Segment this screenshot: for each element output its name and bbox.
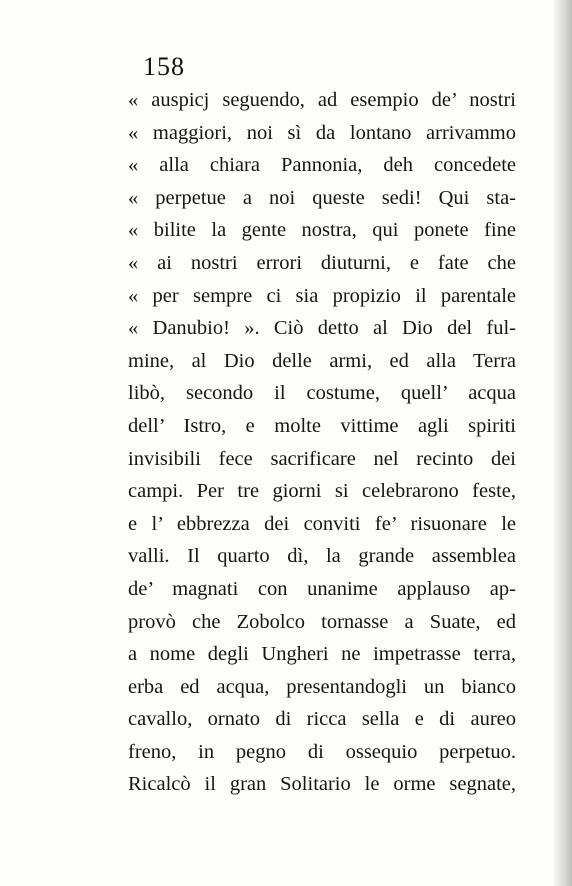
text-line: « perpetue a noi queste sedi! Qui sta- — [128, 186, 516, 209]
text-line: cavallo, ornato di ricca sella e di aureo — [128, 708, 516, 731]
page-edge-shadow — [554, 0, 572, 886]
text-line: provò che Zobolco tornasse a Suate, ed — [128, 610, 516, 633]
body-text — [128, 84, 516, 801]
text-line: a nome degli Ungheri ne impetrasse terra, — [128, 643, 516, 666]
text-line: libò, secondo il costume, quell’ acqua — [128, 382, 516, 405]
text-line: dell’ Istro, e molte vittime agli spiriti — [128, 414, 516, 437]
text-line: Ricalcò il gran Solitario le orme segnate, — [128, 773, 516, 796]
text-line: e l’ ebbrezza dei conviti fe’ risuonare le — [128, 512, 516, 535]
page-number: 158 — [143, 52, 185, 81]
text-line: « alla chiara Pannonia, deh concedete — [128, 154, 516, 177]
text-line: de’ magnati con unanime applauso ap- — [128, 577, 516, 600]
text-line: « auspicj seguendo, ad esempio de’ nostri — [128, 89, 516, 111]
text-line: « maggiori, noi sì da lontano arrivammo — [128, 121, 516, 144]
text-line: « per sempre ci sia propizio il parentale — [128, 284, 516, 307]
text-line: « bilite la gente nostra, qui ponete fine — [128, 219, 516, 242]
text-line: « ai nostri errori diuturni, e fate che — [128, 251, 516, 274]
text-line: valli. Il quarto dì, la grande assemblea — [128, 545, 516, 568]
text-line: « Danubio! ». Ciò detto al Dio del ful- — [128, 317, 516, 340]
text-line: erba ed acqua, presentandogli un bianco — [128, 675, 516, 698]
text-line: campi. Per tre giorni si celebrarono feste, — [128, 480, 516, 503]
text-line: invisibili fece sacrificare nel recinto dei — [128, 447, 516, 470]
text-line: freno, in pegno di ossequio perpetuo. — [128, 740, 516, 763]
text-line: mine, al Dio delle armi, ed alla Terra — [128, 349, 516, 372]
